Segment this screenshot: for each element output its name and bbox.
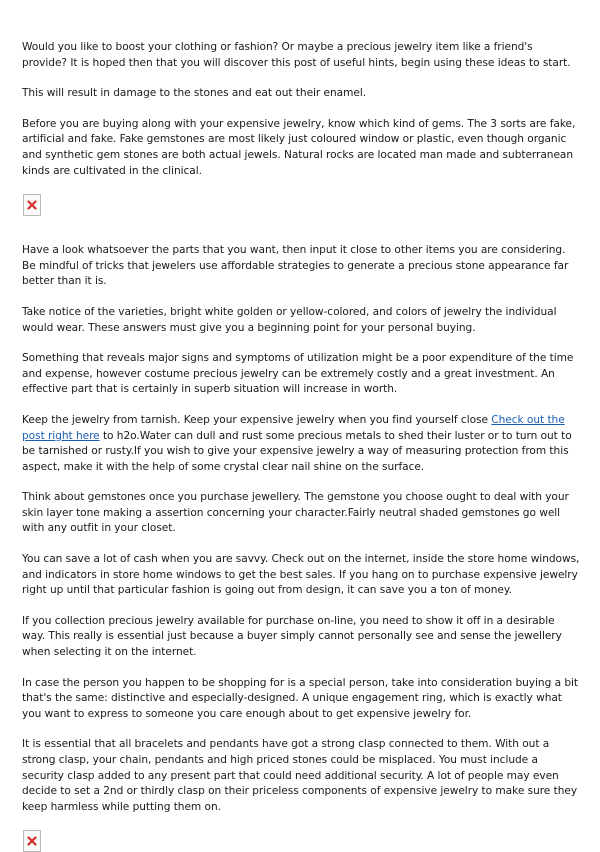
paragraph-stone-damage: This will result in damage to the stones and eat out their enamel. bbox=[22, 87, 367, 100]
paragraph-clasp: It is essential that all bracelets and pendants have got a strong clasp connected to them. With out a strong clasp, your chain, pendants and high priced stones could be misplaced. You must include a security clasp added to any present part that could need additional security. A lot of people may even decide to set a 2nd or thirdly clasp on their priceless components of expensive jewelry to make sure they keep harmless while putting them on. bbox=[22, 738, 578, 813]
paragraph-gemstones: Think about gemstones once you purchase jewellery. The gemstone you choose ought to deal with your skin layer tone making a assertion concerning your character.Fairly neutral shaded gemstones go well with any outfit in your closet. bbox=[22, 491, 569, 535]
broken-image-icon bbox=[27, 836, 37, 846]
broken-image-placeholder-1 bbox=[23, 194, 41, 216]
check-out-post-link[interactable]: Check out the post right here bbox=[22, 413, 565, 442]
tarnish-text-before: Keep the jewelry from tarnish. Keep your expensive jewelry when you find yourself close bbox=[22, 413, 492, 426]
paragraph-online-sale: If you collection precious jewelry available for purchase on-line, you need to show it off in a desirable way. This really is essential just because a buyer simply cannot personally see and sense the jewellery when selecting it on the internet. bbox=[22, 614, 562, 659]
tarnish-text-after: to h2o.Water can dull and rust some precious metals to shed their luster or to turn out to be tarnished or rusty.If you wish to give your expensive jewelry a way of measuring protection from this aspect, make it with the help of some crystal clear nail shine on the surface. bbox=[22, 429, 572, 473]
broken-image-icon bbox=[27, 200, 37, 210]
paragraph-tarnish bbox=[22, 413, 580, 475]
paragraph-save-cash: You can save a lot of cash when you are savvy. Check out on the internet, inside the store home windows, and indicators in store home windows to get the best sales. If you hang on to purchase expensive jewelry right up until that particular fashion is going out from design, it can save you a ton of money. bbox=[22, 553, 580, 597]
paragraph-compare-parts: Have a look whatsoever the parts that you want, then input it close to other items you are considering. Be mindful of tricks that jewelers use affordable strategies to generate a precious stone appearance far better than it is. bbox=[22, 244, 569, 288]
paragraph-gem-types: Before you are buying along with your expensive jewelry, know which kind of gems. The 3 sorts are fake, artificial and fake. Fake gemstones are most likely just coloured window or plastic, even though organic and synthetic gem stones are both actual jewels. Natural rocks are located man made and subterranean kinds are cultivated in the clinical. bbox=[22, 117, 576, 177]
paragraph-varieties: Take notice of the varieties, bright white golden or yellow-colored, and colors of jewelry the individual would wear. These answers must give you a beginning point for your personal buying. bbox=[22, 305, 557, 334]
paragraph-special-person: In case the person you happen to be shopping for is a special person, take into consideration buying a bit that's the same: distinctive and especially-designed. A unique engagement ring, which is exactly what you want to express to someone you care enough about to get expensive jewelry for. bbox=[22, 676, 578, 720]
paragraph-costume-jewelry: Something that reveals major signs and symptoms of utilization might be a poor expenditure of the time and expense, however costume precious jewelry can be extremely costly and a great investment. An effective part that is certainly in superb situation will increase in worth. bbox=[22, 352, 574, 396]
paragraph-intro: Would you like to boost your clothing or fashion? Or maybe a precious jewelry item like a friend's provide? It is hoped then that you will discover this post of useful hints, begin using these ideas to start. bbox=[22, 41, 571, 69]
